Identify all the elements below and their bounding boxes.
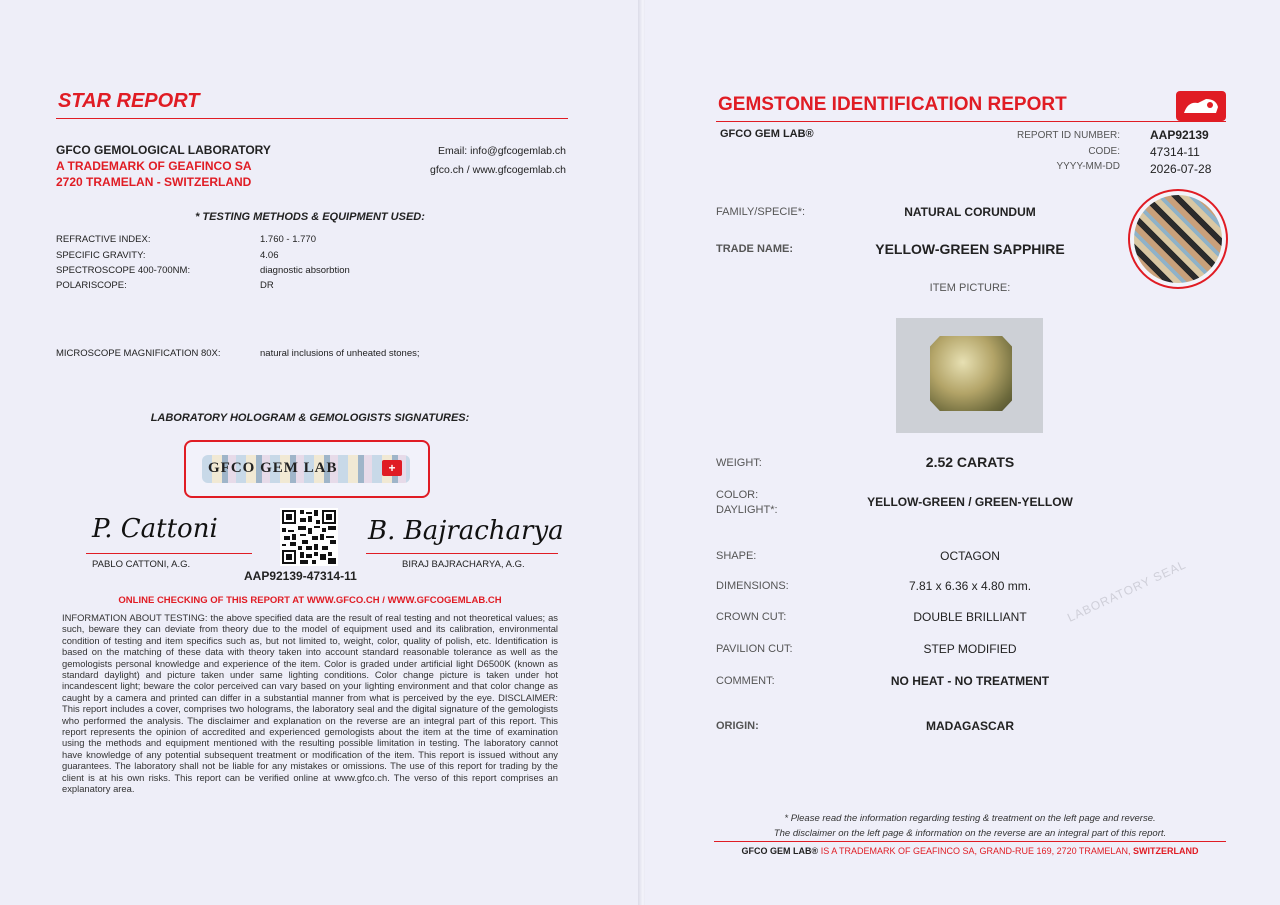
star-report-title: STAR REPORT <box>58 90 200 112</box>
lab-trademark: A TRADEMARK OF GEAFINCO SA <box>56 159 252 173</box>
laboratory-seal-watermark: LABORATORY SEAL <box>1065 557 1189 625</box>
shape-label: SHAPE: <box>716 550 757 562</box>
pavilion-cut-value: STEP MODIFIED <box>923 642 1017 656</box>
test-value: diagnostic absorbtion <box>260 265 350 276</box>
shape-value: OCTAGON <box>940 549 1000 563</box>
contact-web: gfco.ch / www.gfcogemlab.ch <box>430 164 566 176</box>
lab-block <box>56 142 271 190</box>
footer-brand: GFCO GEM LAB® <box>741 846 819 856</box>
origin-value: MADAGASCAR <box>926 719 1014 733</box>
dimensions-value: 7.81 x 6.36 x 4.80 mm. <box>908 579 1032 593</box>
laboratory-seal-hologram <box>1128 189 1228 289</box>
weight-value: 2.52 CARATS <box>925 454 1015 470</box>
test-label: REFRACTIVE INDEX: <box>56 234 151 245</box>
test-label: SPECIFIC GRAVITY: <box>56 250 146 261</box>
report-id-label: REPORT ID NUMBER: <box>1017 130 1120 141</box>
signature-bajracharya: B. Bajracharya <box>368 516 564 546</box>
online-check-link: ONLINE CHECKING OF THIS REPORT AT WWW.GFCO.CH / WWW.GFCOGEMLAB.CH <box>118 595 502 606</box>
signature-cattoni: P. Cattoni <box>92 514 218 544</box>
swiss-flag-icon: + <box>382 460 402 476</box>
date-label: YYYY-MM-DD <box>1056 161 1120 172</box>
title-divider <box>716 121 1226 122</box>
test-value: 4.06 <box>260 250 279 261</box>
report-id-value: AAP92139 <box>1150 128 1209 142</box>
report-code: AAP92139-47314-11 <box>244 569 357 583</box>
gemstone-image <box>930 336 1012 411</box>
item-picture-label: ITEM PICTURE: <box>929 282 1011 294</box>
microscope-label: MICROSCOPE MAGNIFICATION 80X: <box>56 348 221 359</box>
footer-trademark <box>714 846 1226 856</box>
gfco-lab-name: GFCO GEM LAB® <box>720 128 814 140</box>
daylight-label: DAYLIGHT*: <box>716 504 778 516</box>
dimensions-label: DIMENSIONS: <box>716 580 789 592</box>
info-disclaimer-text: INFORMATION ABOUT TESTING: the above specified data are the result of real testing and not theoretical values; as such, beware they can deviate from theory due to the model of equipment used and its calibration, environmental condition of testing and item specifics such as, but not limited to, weight, color, quality of polish, etc. Identification is based on the matching of these data with theory taken into account standard reasonable tolerance as well as the gemologists personal knowledge and experience of the item. Color is graded under artificial light D6500K (known as standard daylight) and picture taken under same lighting conditions. Color change picture is taken under hot incandescent light; beware the color perceived can vary based on your lighting environment and that color change as caught by a camera and printed can differ in a substantial manner from what is perceived by the eye. DISCLAIMER: This report includes a cover, comprises two holograms, the laboratory seal and the digital signature of the gemologists who performed the analysis. The disclaimer and explanation on the reverse are an integral part of this report. This report represents the opinion of accredited and experienced gemologists about the item at the time of examination using the methods and equipment mentioned with the resulting possible limitation in testing. The laboratory cannot have knowledge of any potential subsequent treatment or modification of the item. This report is issued without any guarantees. The laboratory shall not be liable for any mistakes or omissions. The use of this report for trading by the client is at his own risks. This report can be verified online at www.gfco.ch. The verso of this report comprises an explanatory area. <box>62 612 558 795</box>
item-picture <box>896 318 1043 433</box>
crown-cut-label: CROWN CUT: <box>716 611 787 623</box>
seal-hologram-icon <box>1134 195 1222 283</box>
trade-name-label: TRADE NAME: <box>716 243 793 255</box>
test-value: DR <box>260 280 274 291</box>
date-value: 2026-07-28 <box>1150 162 1212 176</box>
hologram-text: GFCO GEM LAB <box>208 460 338 476</box>
gfco-logo-icon <box>1176 91 1226 121</box>
hologram-heading: LABORATORY HOLOGRAM & GEMOLOGISTS SIGNATURES: <box>150 412 470 424</box>
family-value: NATURAL CORUNDUM <box>904 205 1036 219</box>
signature-name: PABLO CATTONI, A.G. <box>92 559 191 570</box>
crown-cut-value: DOUBLE BRILLIANT <box>913 610 1027 624</box>
footer-text: IS A TRADEMARK OF GEAFINCO SA, GRAND-RUE 169, 2720 TRAMELAN, <box>818 846 1133 856</box>
footer-country: SWITZERLAND <box>1132 846 1199 856</box>
footer-divider <box>714 841 1226 842</box>
lab-address: 2720 TRAMELAN - SWITZERLAND <box>56 175 252 189</box>
hologram-frame <box>184 440 430 498</box>
comment-value: NO HEAT - NO TREATMENT <box>890 674 1050 688</box>
code-label: CODE: <box>1088 146 1120 157</box>
footnote-2: The disclaimer on the left page & information on the reverse are an integral part of this report. <box>773 828 1167 839</box>
trade-name-value: YELLOW-GREEN SAPPHIRE <box>875 241 1065 257</box>
signature-line <box>86 553 252 554</box>
test-label: POLARISCOPE: <box>56 280 127 291</box>
family-label: FAMILY/SPECIE*: <box>716 206 806 218</box>
footnote-1: * Please read the information regarding testing & treatment on the left page and reverse. <box>784 813 1156 824</box>
qr-code-icon <box>280 508 338 566</box>
code-value: 47314-11 <box>1150 145 1200 159</box>
testing-heading: * TESTING METHODS & EQUIPMENT USED: <box>195 211 425 223</box>
contact-email: Email: info@gfcogemlab.ch <box>438 145 566 157</box>
gemstone-report-title: GEMSTONE IDENTIFICATION REPORT <box>718 94 1067 115</box>
test-value: 1.760 - 1.770 <box>260 234 316 245</box>
comment-label: COMMENT: <box>716 675 775 687</box>
signature-name: BIRAJ BAJRACHARYA, A.G. <box>402 559 525 570</box>
color-value: YELLOW-GREEN / GREEN-YELLOW <box>867 495 1073 509</box>
test-label: SPECTROSCOPE 400-700NM: <box>56 265 191 276</box>
pavilion-cut-label: PAVILION CUT: <box>716 643 793 655</box>
contact-block <box>380 142 566 180</box>
microscope-value: natural inclusions of unheated stones; <box>260 348 420 359</box>
lab-name: GFCO GEMOLOGICAL LABORATORY <box>56 143 271 157</box>
color-label: COLOR: <box>716 489 759 501</box>
weight-label: WEIGHT: <box>716 457 762 469</box>
signature-line <box>366 553 558 554</box>
origin-label: ORIGIN: <box>716 720 759 732</box>
title-divider <box>56 118 568 119</box>
